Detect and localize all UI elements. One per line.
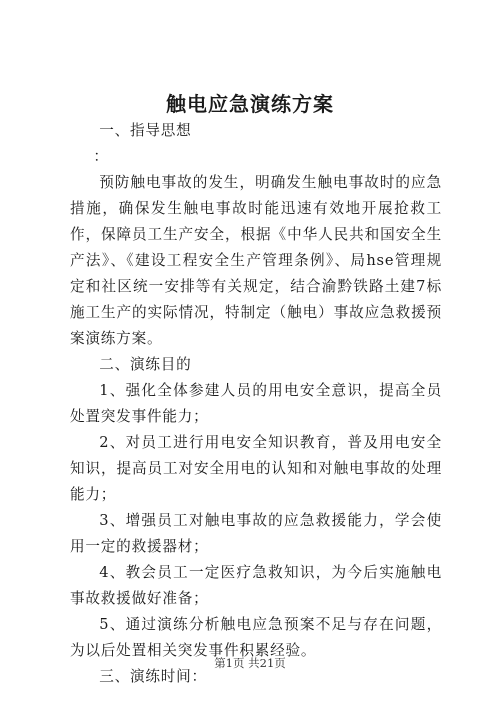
paragraph: 4、教会员工一定医疗急救知识，为今后实施触电事故救援做好准备； [70,564,442,607]
document-body [70,118,442,690]
document-title: 触电应急演练方案 [166,92,334,116]
paragraph: ： [93,148,109,165]
paragraph: 3、增强员工对触电事故的应急救援能力，学会使用一定的救援器材； [70,512,442,555]
paragraph: 预防触电事故的发生，明确发生触电事故时的应急措施，确保发生触电事故时能迅速有效地开展抢救工作，保障员工生产安全，根据《中华人民共和国安全生产法》、《建设工程安全生产管理条例》、局hse管理规定和社区统一安排等有关规定，结合渝黔铁路土建7标施工生产的实际情况，特制定（触电）事故应急救援预案演练方案。 [70,174,442,347]
page-footer: 第1页 共21页 [214,656,286,670]
paragraph: 2、对员工进行用电安全知识教育，普及用电安全知识，提高员工对安全用电的认知和对触电事故的处理能力； [70,434,442,503]
section-heading: 三、演练时间： [99,668,207,685]
paragraph: 1、强化全体参建人员的用电安全意识，提高全员处置突发事件能力； [70,382,442,425]
paragraph: 5、通过演练分析触电应急预案不足与存在问题，为以后处置相关突发事件积累经验。 [70,616,442,659]
section-heading: 二、演练目的 [99,356,192,373]
section-heading: 一、指导思想 [99,122,192,139]
